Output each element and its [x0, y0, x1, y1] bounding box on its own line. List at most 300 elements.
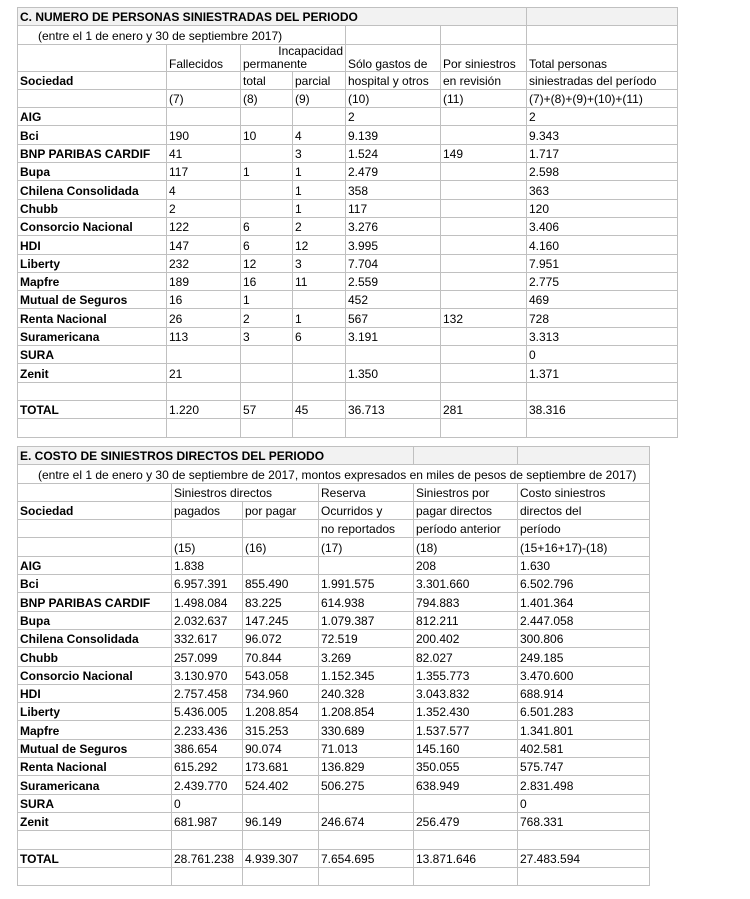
empty-cell [346, 382, 441, 400]
value-cell: 0 [172, 794, 243, 812]
value-cell: 147 [167, 236, 241, 254]
header-incapacidad: Incapacidad permanente [241, 44, 346, 71]
company-name: Bupa [18, 611, 172, 629]
company-name: Bci [18, 575, 172, 593]
company-name: Suramericana [18, 776, 172, 794]
value-cell: 681.987 [172, 812, 243, 830]
header-revision: en revisión [441, 71, 527, 89]
value-cell: 147.245 [243, 611, 319, 629]
company-name: Bci [18, 126, 167, 144]
value-cell: 2.233.436 [172, 721, 243, 739]
company-name: AIG [18, 556, 172, 574]
spacer-row [18, 419, 678, 437]
empty-cell [167, 382, 241, 400]
total-value: 28.761.238 [172, 849, 243, 867]
table-row [18, 144, 678, 162]
value-cell: 232 [167, 254, 241, 272]
value-cell: 149 [441, 144, 527, 162]
header-por-siniestros: Por siniestros [441, 44, 527, 71]
value-cell: 6 [241, 236, 293, 254]
table-row [18, 666, 650, 684]
header-periodo: período [518, 520, 650, 538]
value-cell: 6.957.391 [172, 575, 243, 593]
col-formula: (15+16+17)-(18) [518, 538, 650, 556]
value-cell: 82.027 [414, 648, 518, 666]
value-cell: 575.747 [518, 758, 650, 776]
value-cell: 1.355.773 [414, 666, 518, 684]
value-cell: 1.838 [172, 556, 243, 574]
value-cell: 0 [518, 794, 650, 812]
value-cell: 638.949 [414, 776, 518, 794]
empty-cell [243, 867, 319, 885]
value-cell: 6 [241, 217, 293, 235]
value-cell [441, 217, 527, 235]
empty-cell [518, 831, 650, 849]
value-cell [319, 556, 414, 574]
value-cell [293, 291, 346, 309]
company-name: SURA [18, 794, 172, 812]
table-row [18, 794, 650, 812]
table-row [18, 254, 678, 272]
value-cell: 1.524 [346, 144, 441, 162]
value-cell: 1.350 [346, 364, 441, 382]
value-cell: 3 [293, 254, 346, 272]
value-cell: 6 [293, 327, 346, 345]
value-cell: 189 [167, 272, 241, 290]
value-cell [441, 181, 527, 199]
value-cell: 3.191 [346, 327, 441, 345]
value-cell: 768.331 [518, 812, 650, 830]
table-row [18, 684, 650, 702]
value-cell: 794.883 [414, 593, 518, 611]
total-value: 7.654.695 [319, 849, 414, 867]
table-row [18, 703, 650, 721]
value-cell [346, 346, 441, 364]
empty-cell [527, 419, 678, 437]
table-row [18, 776, 650, 794]
value-cell: 246.674 [319, 812, 414, 830]
total-value: 281 [441, 400, 527, 418]
total-value: 1.220 [167, 400, 241, 418]
value-cell: 72.519 [319, 629, 414, 647]
value-cell [441, 254, 527, 272]
table-row [18, 758, 650, 776]
table-row [18, 108, 678, 126]
value-cell: 402.581 [518, 739, 650, 757]
value-cell: 12 [293, 236, 346, 254]
value-cell [167, 108, 241, 126]
value-cell: 2.559 [346, 272, 441, 290]
section-c-title: C. NUMERO DE PERSONAS SINIESTRADAS DEL PERIODO [18, 8, 527, 26]
value-cell [441, 291, 527, 309]
value-cell: 2.598 [527, 163, 678, 181]
value-cell: 2 [167, 199, 241, 217]
value-cell: 3.406 [527, 217, 678, 235]
empty-cell [18, 867, 172, 885]
value-cell: 4.160 [527, 236, 678, 254]
value-cell: 1.079.387 [319, 611, 414, 629]
value-cell: 70.844 [243, 648, 319, 666]
value-cell: 728 [527, 309, 678, 327]
value-cell: 16 [167, 291, 241, 309]
value-cell: 1.371 [527, 364, 678, 382]
value-cell: 240.328 [319, 684, 414, 702]
table-row [18, 217, 678, 235]
value-cell: 2 [241, 309, 293, 327]
value-cell: 132 [441, 309, 527, 327]
empty-cell [441, 419, 527, 437]
spacer-row [18, 382, 678, 400]
value-cell: 1.341.801 [518, 721, 650, 739]
value-cell: 9.139 [346, 126, 441, 144]
value-cell: 200.402 [414, 629, 518, 647]
value-cell: 3.269 [319, 648, 414, 666]
company-name: Liberty [18, 254, 167, 272]
value-cell: 26 [167, 309, 241, 327]
total-row [18, 849, 650, 867]
header-total-personas: Total personas [527, 44, 678, 71]
col-number: (9) [293, 89, 346, 107]
table-row [18, 593, 650, 611]
value-cell: 3.130.970 [172, 666, 243, 684]
value-cell: 7.704 [346, 254, 441, 272]
value-cell: 506.275 [319, 776, 414, 794]
value-cell: 1.352.430 [414, 703, 518, 721]
value-cell [441, 346, 527, 364]
value-cell [441, 126, 527, 144]
col-number: (17) [319, 538, 414, 556]
table-row [18, 812, 650, 830]
value-cell [441, 327, 527, 345]
value-cell [441, 108, 527, 126]
value-cell [241, 108, 293, 126]
value-cell: 145.160 [414, 739, 518, 757]
table-row [18, 556, 650, 574]
value-cell [241, 144, 293, 162]
header-por-pagar: por pagar [243, 501, 319, 519]
company-name: BNP PARIBAS CARDIF [18, 144, 167, 162]
col-number: (8) [241, 89, 293, 107]
empty-cell [414, 867, 518, 885]
company-name: Chilena Consolidada [18, 629, 172, 647]
value-cell: 1.991.575 [319, 575, 414, 593]
empty-cell [293, 382, 346, 400]
table-row [18, 327, 678, 345]
header-reserva: Reserva [319, 483, 414, 501]
col-number: (15) [172, 538, 243, 556]
value-cell: 117 [346, 199, 441, 217]
header-parcial: parcial [293, 71, 346, 89]
spacer-row [18, 867, 650, 885]
value-cell: 113 [167, 327, 241, 345]
table-row [18, 236, 678, 254]
section-e-title: E. COSTO DE SINIESTROS DIRECTOS DEL PERIODO [18, 447, 414, 465]
col-number: (11) [441, 89, 527, 107]
value-cell: 173.681 [243, 758, 319, 776]
value-cell: 1.537.577 [414, 721, 518, 739]
empty-cell [319, 867, 414, 885]
company-name: Mapfre [18, 721, 172, 739]
value-cell [441, 163, 527, 181]
header-siniestradas: siniestradas del período [527, 71, 678, 89]
value-cell [241, 346, 293, 364]
total-label: TOTAL [18, 400, 167, 418]
company-name: Liberty [18, 703, 172, 721]
value-cell: 7.951 [527, 254, 678, 272]
value-cell: 6.502.796 [518, 575, 650, 593]
value-cell: 452 [346, 291, 441, 309]
header-sociedad: Sociedad [18, 501, 172, 519]
value-cell [243, 556, 319, 574]
value-cell: 256.479 [414, 812, 518, 830]
section-e-subtitle: (entre el 1 de enero y 30 de septiembre de 2017, montos expresados en miles de pesos de septiembre de 2017) [18, 465, 650, 483]
value-cell: 3 [293, 144, 346, 162]
value-cell: 812.211 [414, 611, 518, 629]
value-cell [441, 272, 527, 290]
value-cell: 4 [167, 181, 241, 199]
empty-cell [172, 831, 243, 849]
value-cell: 16 [241, 272, 293, 290]
company-name: Chubb [18, 199, 167, 217]
header-costo: Costo siniestros [518, 483, 650, 501]
value-cell: 117 [167, 163, 241, 181]
value-cell: 300.806 [518, 629, 650, 647]
value-cell: 208 [414, 556, 518, 574]
total-value: 57 [241, 400, 293, 418]
value-cell: 734.960 [243, 684, 319, 702]
value-cell [241, 181, 293, 199]
value-cell [414, 794, 518, 812]
col-number: (16) [243, 538, 319, 556]
value-cell: 1.401.364 [518, 593, 650, 611]
total-value: 36.713 [346, 400, 441, 418]
value-cell [167, 346, 241, 364]
value-cell: 567 [346, 309, 441, 327]
value-cell: 3.276 [346, 217, 441, 235]
company-name: Consorcio Nacional [18, 217, 167, 235]
total-value: 45 [293, 400, 346, 418]
table-row [18, 163, 678, 181]
table-row [18, 309, 678, 327]
value-cell: 1 [293, 163, 346, 181]
value-cell: 2.439.770 [172, 776, 243, 794]
value-cell: 358 [346, 181, 441, 199]
value-cell: 1.498.084 [172, 593, 243, 611]
value-cell: 3.313 [527, 327, 678, 345]
value-cell: 120 [527, 199, 678, 217]
value-cell [243, 794, 319, 812]
value-cell: 6.501.283 [518, 703, 650, 721]
company-name: Consorcio Nacional [18, 666, 172, 684]
value-cell: 469 [527, 291, 678, 309]
value-cell: 363 [527, 181, 678, 199]
value-cell: 1.208.854 [243, 703, 319, 721]
company-name: HDI [18, 236, 167, 254]
value-cell: 190 [167, 126, 241, 144]
company-name: Mutual de Seguros [18, 739, 172, 757]
empty-cell [518, 867, 650, 885]
value-cell [441, 236, 527, 254]
table-row [18, 346, 678, 364]
value-cell: 1 [241, 291, 293, 309]
company-name: Zenit [18, 364, 167, 382]
value-cell: 122 [167, 217, 241, 235]
value-cell: 688.914 [518, 684, 650, 702]
empty-cell [319, 831, 414, 849]
value-cell: 543.058 [243, 666, 319, 684]
company-name: Mutual de Seguros [18, 291, 167, 309]
header-fallecidos: Fallecidos [167, 44, 241, 71]
value-cell: 41 [167, 144, 241, 162]
value-cell: 5.436.005 [172, 703, 243, 721]
empty-cell [293, 419, 346, 437]
value-cell: 350.055 [414, 758, 518, 776]
value-cell: 3 [241, 327, 293, 345]
total-row [18, 400, 678, 418]
company-name: Renta Nacional [18, 309, 167, 327]
company-name: HDI [18, 684, 172, 702]
table-row [18, 648, 650, 666]
value-cell: 249.185 [518, 648, 650, 666]
value-cell: 855.490 [243, 575, 319, 593]
value-cell: 96.149 [243, 812, 319, 830]
table-row [18, 272, 678, 290]
empty-cell [172, 867, 243, 885]
value-cell: 11 [293, 272, 346, 290]
header-hospital: hospital y otros [346, 71, 441, 89]
col-number: (7) [167, 89, 241, 107]
col-number: (18) [414, 538, 518, 556]
empty-cell [243, 831, 319, 849]
company-name: Chilena Consolidada [18, 181, 167, 199]
company-name: SURA [18, 346, 167, 364]
value-cell: 4 [293, 126, 346, 144]
header-total: total [241, 71, 293, 89]
value-cell: 1.208.854 [319, 703, 414, 721]
value-cell: 614.938 [319, 593, 414, 611]
value-cell: 2.479 [346, 163, 441, 181]
value-cell: 3.470.600 [518, 666, 650, 684]
col-formula: (7)+(8)+(9)+(10)+(11) [527, 89, 678, 107]
value-cell: 71.013 [319, 739, 414, 757]
table-row [18, 611, 650, 629]
value-cell: 1.717 [527, 144, 678, 162]
empty-cell [241, 419, 293, 437]
total-value: 4.939.307 [243, 849, 319, 867]
value-cell [293, 346, 346, 364]
total-value: 13.871.646 [414, 849, 518, 867]
header-ocurridos: Ocurridos y [319, 501, 414, 519]
empty-cell [18, 382, 167, 400]
value-cell: 386.654 [172, 739, 243, 757]
header-no-reportados: no reportados [319, 520, 414, 538]
value-cell: 332.617 [172, 629, 243, 647]
table-row [18, 126, 678, 144]
table-costo-siniestros [17, 446, 650, 886]
empty-cell [441, 382, 527, 400]
table-row [18, 739, 650, 757]
col-number: (10) [346, 89, 441, 107]
value-cell: 330.689 [319, 721, 414, 739]
section-c-subtitle: (entre el 1 de enero y 30 de septiembre 2017) [18, 26, 346, 44]
table-row [18, 364, 678, 382]
value-cell: 3.043.832 [414, 684, 518, 702]
value-cell: 315.253 [243, 721, 319, 739]
table-personas-siniestradas [17, 7, 678, 438]
value-cell [293, 108, 346, 126]
value-cell: 136.829 [319, 758, 414, 776]
value-cell: 2 [346, 108, 441, 126]
empty-cell [18, 831, 172, 849]
company-name: Chubb [18, 648, 172, 666]
table-row [18, 181, 678, 199]
header-pagados: pagados [172, 501, 243, 519]
total-value: 38.316 [527, 400, 678, 418]
value-cell: 2.032.637 [172, 611, 243, 629]
value-cell: 10 [241, 126, 293, 144]
value-cell: 1 [241, 163, 293, 181]
value-cell: 524.402 [243, 776, 319, 794]
value-cell: 9.343 [527, 126, 678, 144]
empty-cell [527, 382, 678, 400]
company-name: Zenit [18, 812, 172, 830]
header-directos-del: directos del [518, 501, 650, 519]
value-cell: 0 [527, 346, 678, 364]
company-name: Renta Nacional [18, 758, 172, 776]
value-cell: 1 [293, 199, 346, 217]
total-value: 27.483.594 [518, 849, 650, 867]
value-cell: 1 [293, 309, 346, 327]
spacer-row [18, 831, 650, 849]
total-label: TOTAL [18, 849, 172, 867]
value-cell: 2.831.498 [518, 776, 650, 794]
table-row [18, 721, 650, 739]
empty-cell [18, 419, 167, 437]
value-cell: 83.225 [243, 593, 319, 611]
value-cell: 2.775 [527, 272, 678, 290]
value-cell: 2.447.058 [518, 611, 650, 629]
table-row [18, 629, 650, 647]
empty-cell [167, 419, 241, 437]
table-row [18, 291, 678, 309]
header-sin-directos: Siniestros directos [172, 483, 319, 501]
value-cell: 1 [293, 181, 346, 199]
empty-cell [346, 419, 441, 437]
value-cell: 3.301.660 [414, 575, 518, 593]
company-name: BNP PARIBAS CARDIF [18, 593, 172, 611]
table-row [18, 199, 678, 217]
value-cell: 2 [527, 108, 678, 126]
value-cell: 257.099 [172, 648, 243, 666]
value-cell: 615.292 [172, 758, 243, 776]
table-row [18, 575, 650, 593]
value-cell: 2.757.458 [172, 684, 243, 702]
value-cell: 3.995 [346, 236, 441, 254]
value-cell: 21 [167, 364, 241, 382]
company-name: Bupa [18, 163, 167, 181]
value-cell: 90.074 [243, 739, 319, 757]
value-cell [241, 364, 293, 382]
header-pagar-directos: pagar directos [414, 501, 518, 519]
empty-cell [414, 831, 518, 849]
value-cell [319, 794, 414, 812]
value-cell [241, 199, 293, 217]
header-sociedad: Sociedad [18, 71, 167, 89]
company-name: AIG [18, 108, 167, 126]
value-cell: 96.072 [243, 629, 319, 647]
value-cell [441, 364, 527, 382]
company-name: Suramericana [18, 327, 167, 345]
